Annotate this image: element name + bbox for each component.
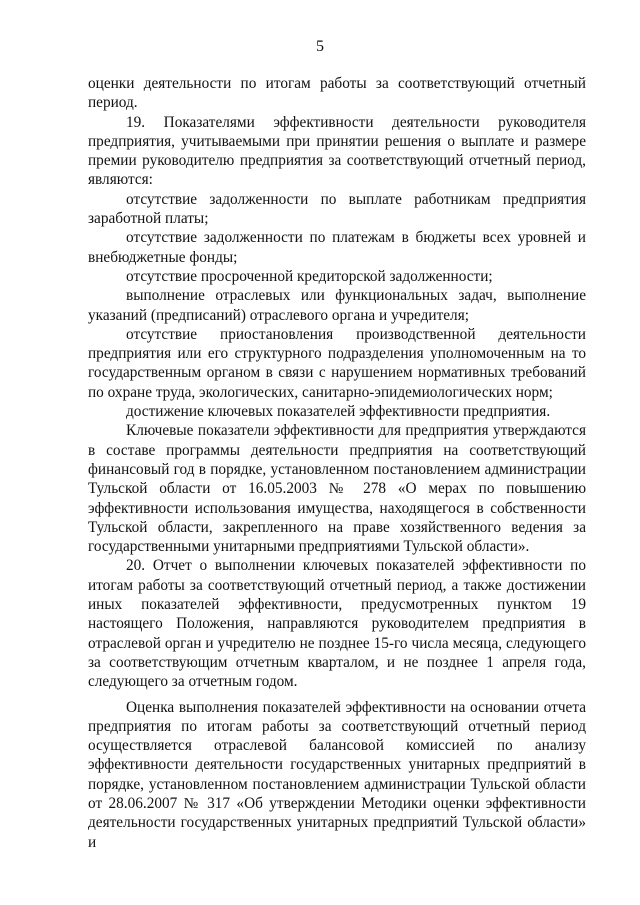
list-item-no-overdue-debt: отсутствие просроченной кредиторской задолженности; bbox=[126, 267, 493, 285]
paragraph-evaluation: Оценка выполнения показателей эффективности на основании отчета предприятия по итогам работы за соответствующий отчетный период осуществляется отраслевой балансовой комиссией по анализу эффективности деятельности государственных унитарных предприятий в порядке, установленном постановлением администрации Тульской области от 28.06.2007 № 317 «Об утверждении Методики оценки эффективности деятельности государственных унитарных предприятий Тульской области» и bbox=[88, 698, 586, 851]
paragraph-continuation: оценки деятельности по итогам работы за соответствующий отчетный период. bbox=[88, 75, 586, 112]
list-item-no-salary-debt: отсутствие задолженности по выплате работникам предприятия заработной платы; bbox=[88, 190, 586, 228]
paragraph-item-20: 20. Отчет о выполнении ключевых показателей эффективности по итогам работы за соответствующий отчетный период, а также достижении иных показателей эффективности, предусмотренных пунктом 19 настоящего Положения, направляются руководителем предприятия в отраслевой орган и учредителю не позднее 15-го числа месяца, следующего за соответствующим отчетным кварталом, и не позднее 1 апреля года, следующего за отчетным годом. bbox=[88, 557, 586, 691]
paragraph-kpi-approval: Ключевые показатели эффективности для предприятия утверждаются в составе программы деятельности предприятия на соответствующий финансовый год в порядке, установленном постановлением администрации Тульской области от 16.05.2003 № 278 «О мерах по повышению эффективности использования имущества, находящегося в собственности Тульской области, закрепленного на праве хозяйственного ведения за государственными унитарными предприятиями Тульской области». bbox=[88, 422, 586, 556]
list-item-no-budget-debt: отсутствие задолженности по платежам в бюджеты всех уровней и внебюджетные фонды; bbox=[88, 229, 586, 266]
list-item-no-suspension: отсутствие приостановления производственной деятельности предприятия или его структурного подразделения уполномоченным на то государственным органом в связи с нарушением нормативных требований по охране труда, экологических, санитарно-эпидемиологических норм; bbox=[88, 325, 586, 401]
page-number: 5 bbox=[316, 38, 324, 55]
paragraph-item-19: 19. Показателями эффективности деятельности руководителя предприятия, учитываемыми при принятии решения о выплате и размере премии руководителю предприятия за соответствующий отчетный период, являются: bbox=[88, 113, 586, 189]
document-body bbox=[88, 74, 586, 852]
list-item-tasks-fulfilled: выполнение отраслевых или функциональных задач, выполнение указаний (предписаний) отраслевого органа и учредителя; bbox=[88, 287, 586, 324]
list-item-kpi-achievement: достижение ключевых показателей эффективности предприятия. bbox=[126, 403, 551, 421]
